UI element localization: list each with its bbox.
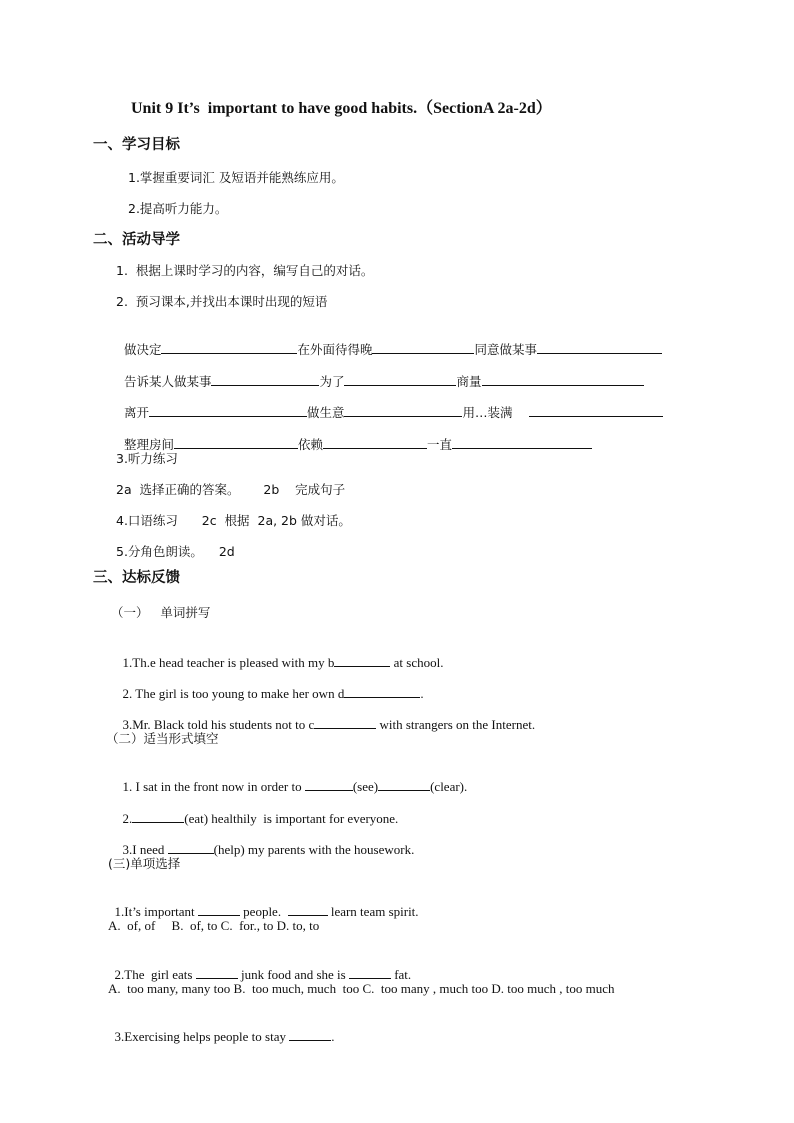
fill-blank[interactable] — [378, 778, 430, 791]
question-text: 2. The girl is too young to make her own d — [122, 686, 345, 701]
task-item: 3.听力练习 — [116, 451, 178, 466]
fill-blank[interactable] — [198, 903, 240, 916]
fill-blank[interactable] — [344, 685, 420, 698]
question-item — [116, 638, 443, 671]
phrase-label: 一直 — [426, 437, 452, 452]
fill-blank[interactable] — [149, 404, 307, 417]
phrase-label: 整理房间 — [123, 437, 174, 452]
goal-item: 1.掌握重要词汇 及短语并能熟练应用。 — [128, 170, 344, 185]
fill-blank[interactable] — [196, 966, 238, 979]
fill-blank[interactable] — [314, 716, 376, 729]
fill-blank[interactable] — [161, 341, 297, 354]
task-item: 5.分角色朗读。 2d — [116, 544, 235, 559]
question-item — [108, 1012, 335, 1045]
question-item — [108, 887, 419, 920]
phrase-label: 为了 — [319, 374, 345, 389]
question-text: 1.Th.e head teacher is pleased with my b — [122, 655, 335, 670]
fill-blank[interactable] — [349, 966, 391, 979]
question-text: 3.Exercising helps people to stay — [114, 1029, 290, 1044]
fill-blank[interactable] — [529, 404, 663, 417]
fill-blank[interactable] — [452, 436, 592, 449]
fill-blank[interactable] — [305, 778, 353, 791]
section-heading-activity: 二、活动导学 — [93, 232, 180, 248]
fill-blank[interactable] — [288, 903, 328, 916]
activity-item: 1. 根据上课时学习的内容，编写自己的对话。 — [116, 263, 374, 278]
question-item — [116, 762, 467, 795]
phrase-row — [116, 357, 644, 390]
phrase-row — [116, 325, 662, 358]
question-item — [116, 700, 535, 733]
fill-blank[interactable] — [344, 373, 456, 386]
question-text: 1.It’s important — [114, 904, 198, 919]
phrase-label: 做生意 — [306, 405, 345, 420]
question-text: 2. — [122, 811, 133, 826]
question-item — [116, 794, 398, 827]
subsection-label: （一） 单词拼写 — [111, 605, 211, 620]
phrase-label: 告诉某人做某事 — [123, 374, 212, 389]
fill-blank[interactable] — [174, 436, 298, 449]
question-text: (eat) healthily is important for everyone. — [184, 811, 399, 826]
goal-item: 2.提高听力能力。 — [128, 201, 228, 216]
answer-options: A. too many, many too B. too much, much too C. too many , much too D. too much , too much — [108, 981, 615, 996]
fill-blank[interactable] — [537, 341, 662, 354]
question-text: (see) — [352, 779, 379, 794]
question-text: 2.The girl eats — [114, 967, 196, 982]
phrase-label: 离开 — [123, 405, 149, 420]
phrase-label: 同意做某事 — [474, 342, 537, 357]
phrase-label: 做决定 — [123, 342, 162, 357]
phrase-label: 在外面待得晚 — [297, 342, 373, 357]
question-text: (help) my parents with the housework. — [213, 842, 415, 857]
question-text: with strangers on the Internet. — [376, 717, 536, 732]
fill-blank[interactable] — [372, 341, 474, 354]
phrase-label: 用…装满 — [462, 405, 513, 420]
question-item — [116, 825, 414, 858]
fill-blank[interactable] — [289, 1028, 331, 1041]
question-text: (clear). — [430, 779, 468, 794]
question-item — [116, 669, 424, 702]
phrase-row — [116, 420, 592, 453]
question-text: at school. — [390, 655, 444, 670]
fill-blank[interactable] — [211, 373, 319, 386]
subsection-label: (三)单项选择 — [108, 856, 181, 871]
fill-blank[interactable] — [482, 373, 644, 386]
question-text: junk food and she is — [237, 967, 349, 982]
fill-blank[interactable] — [334, 654, 390, 667]
task-item: 2a 选择正确的答案。 2b 完成句子 — [116, 482, 346, 497]
fill-blank[interactable] — [168, 841, 214, 854]
question-text: 3.I need — [122, 842, 168, 857]
page-title: Unit 9 It’s important to have good habits.（SectionA 2a-2d） — [131, 100, 552, 117]
question-text: . — [420, 686, 424, 701]
subsection-label: （二）适当形式填空 — [106, 731, 219, 746]
section-heading-feedback: 三、达标反馈 — [93, 570, 180, 586]
question-text: 3.Mr. Black told his students not to c — [122, 717, 315, 732]
phrase-label: 依赖 — [297, 437, 323, 452]
question-text: 1. I sat in the front now in order to — [122, 779, 305, 794]
phrase-row — [116, 388, 663, 421]
answer-options: A. of, of B. of, to C. for., to D. to, to — [108, 918, 320, 933]
fill-blank[interactable] — [344, 404, 462, 417]
question-text: fat. — [390, 967, 412, 982]
question-text: people. — [239, 904, 288, 919]
phrase-label: 商量 — [456, 374, 482, 389]
fill-blank[interactable] — [323, 436, 427, 449]
activity-item: 2. 预习课本,并找出本课时出现的短语 — [116, 294, 328, 309]
question-item — [108, 950, 411, 983]
question-text: learn team spirit. — [327, 904, 419, 919]
question-text: . — [331, 1029, 335, 1044]
task-item: 4.口语练习 2c 根据 2a, 2b 做对话。 — [116, 513, 351, 528]
fill-blank[interactable] — [132, 810, 184, 823]
section-heading-goals: 一、学习目标 — [93, 137, 180, 153]
